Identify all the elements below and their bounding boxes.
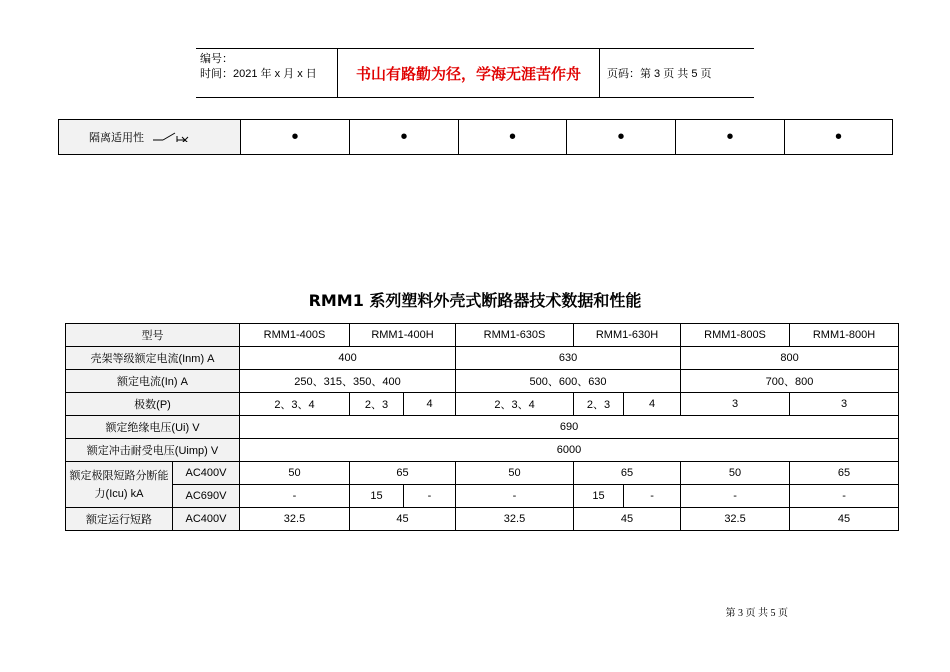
isolation-mark-2: • [350, 120, 459, 155]
breaking-ac690-value-3: - [404, 485, 456, 508]
model-5: RMM1-800S [681, 324, 790, 347]
poles-value-5: 2、3 [574, 393, 624, 416]
code-label: 编号： [200, 53, 233, 65]
isolation-row [59, 120, 893, 155]
isolation-label-cell [59, 120, 241, 155]
rated-current-row [66, 370, 899, 393]
frame-label: 壳架等级额定电流(Inm) A [66, 347, 240, 370]
poles-value-1: 2、3、4 [240, 393, 350, 416]
table-title: RMM1 系列塑料外壳式断路器技术数据和性能 [308, 291, 642, 310]
rated-current-value-2: 500、600、630 [456, 370, 681, 393]
insulation-row [66, 416, 899, 439]
breaking-ac690-row [66, 485, 899, 508]
header-page-code: 页码：第 3 页 共 5 页 [607, 68, 712, 80]
service-value-1: 32.5 [240, 508, 350, 531]
insulation-label: 额定绝缘电压(Ui) V [66, 416, 240, 439]
isolation-table [58, 119, 893, 155]
insulation-value: 690 [240, 416, 899, 439]
model-label: 型号 [66, 324, 240, 347]
breaking-ac400-value-6: 65 [790, 462, 899, 485]
header-meta [196, 49, 338, 97]
breaking-ac400-value-2: 65 [350, 462, 456, 485]
breaking-ac690-value-4: - [456, 485, 574, 508]
breaking-ac400-value-5: 50 [681, 462, 790, 485]
breaking-ac690-value-6: - [624, 485, 681, 508]
spec-table [65, 323, 899, 531]
isolation-mark-1: • [241, 120, 350, 155]
breaking-ac690-value-1: - [240, 485, 350, 508]
model-4: RMM1-630H [574, 324, 681, 347]
model-6: RMM1-800H [790, 324, 899, 347]
isolation-label: 隔离适用性 [89, 131, 144, 144]
isolation-mark-5: • [676, 120, 785, 155]
poles-value-7: 3 [681, 393, 790, 416]
breaking-ac400-label: AC400V [173, 462, 240, 485]
poles-value-6: 4 [624, 393, 681, 416]
poles-value-8: 3 [790, 393, 899, 416]
rated-current-label: 额定电流(In) A [66, 370, 240, 393]
breaking-ac400-value-4: 65 [574, 462, 681, 485]
service-value-5: 32.5 [681, 508, 790, 531]
impulse-label: 额定冲击耐受电压(Uimp) V [66, 439, 240, 462]
rated-current-value-1: 250、315、350、400 [240, 370, 456, 393]
isolating-switch-icon [153, 130, 193, 145]
poles-label: 极数(P) [66, 393, 240, 416]
breaking-ac690-value-7: - [681, 485, 790, 508]
breaking-ac690-value-2: 15 [350, 485, 404, 508]
header-motto: 书山有路勤为径，学海无涯苦作舟 [338, 49, 600, 97]
breaking-ac690-label: AC690V [173, 485, 240, 508]
service-row [66, 508, 899, 531]
page-footer: 第 3 页 共 5 页 [725, 608, 788, 619]
breaking-ac690-value-5: 15 [574, 485, 624, 508]
poles-value-3: 4 [404, 393, 456, 416]
model-3: RMM1-630S [456, 324, 574, 347]
breaking-ac400-value-1: 50 [240, 462, 350, 485]
impulse-value: 6000 [240, 439, 899, 462]
isolation-mark-4: • [567, 120, 676, 155]
frame-row [66, 347, 899, 370]
service-ac400-label: AC400V [173, 508, 240, 531]
isolation-mark-6: • [785, 120, 893, 155]
breaking-label: 额定极限短路分断能力(Icu) kA [66, 462, 173, 508]
service-label: 额定运行短路 [66, 508, 173, 531]
rated-current-value-3: 700、800 [681, 370, 899, 393]
isolation-mark-3: • [459, 120, 567, 155]
poles-value-2: 2、3 [350, 393, 404, 416]
service-value-3: 32.5 [456, 508, 574, 531]
frame-value-1: 400 [240, 347, 456, 370]
breaking-ac400-row [66, 462, 899, 485]
time-label: 时间：2021 年 x 月 x 日 [200, 68, 317, 80]
service-value-4: 45 [574, 508, 681, 531]
impulse-row [66, 439, 899, 462]
model-2: RMM1-400H [350, 324, 456, 347]
breaking-ac400-value-3: 50 [456, 462, 574, 485]
service-value-2: 45 [350, 508, 456, 531]
service-value-6: 45 [790, 508, 899, 531]
frame-value-3: 800 [681, 347, 899, 370]
poles-value-4: 2、3、4 [456, 393, 574, 416]
page-header [196, 48, 754, 98]
model-row [66, 324, 899, 347]
frame-value-2: 630 [456, 347, 681, 370]
poles-row [66, 393, 899, 416]
model-1: RMM1-400S [240, 324, 350, 347]
breaking-ac690-value-8: - [790, 485, 899, 508]
